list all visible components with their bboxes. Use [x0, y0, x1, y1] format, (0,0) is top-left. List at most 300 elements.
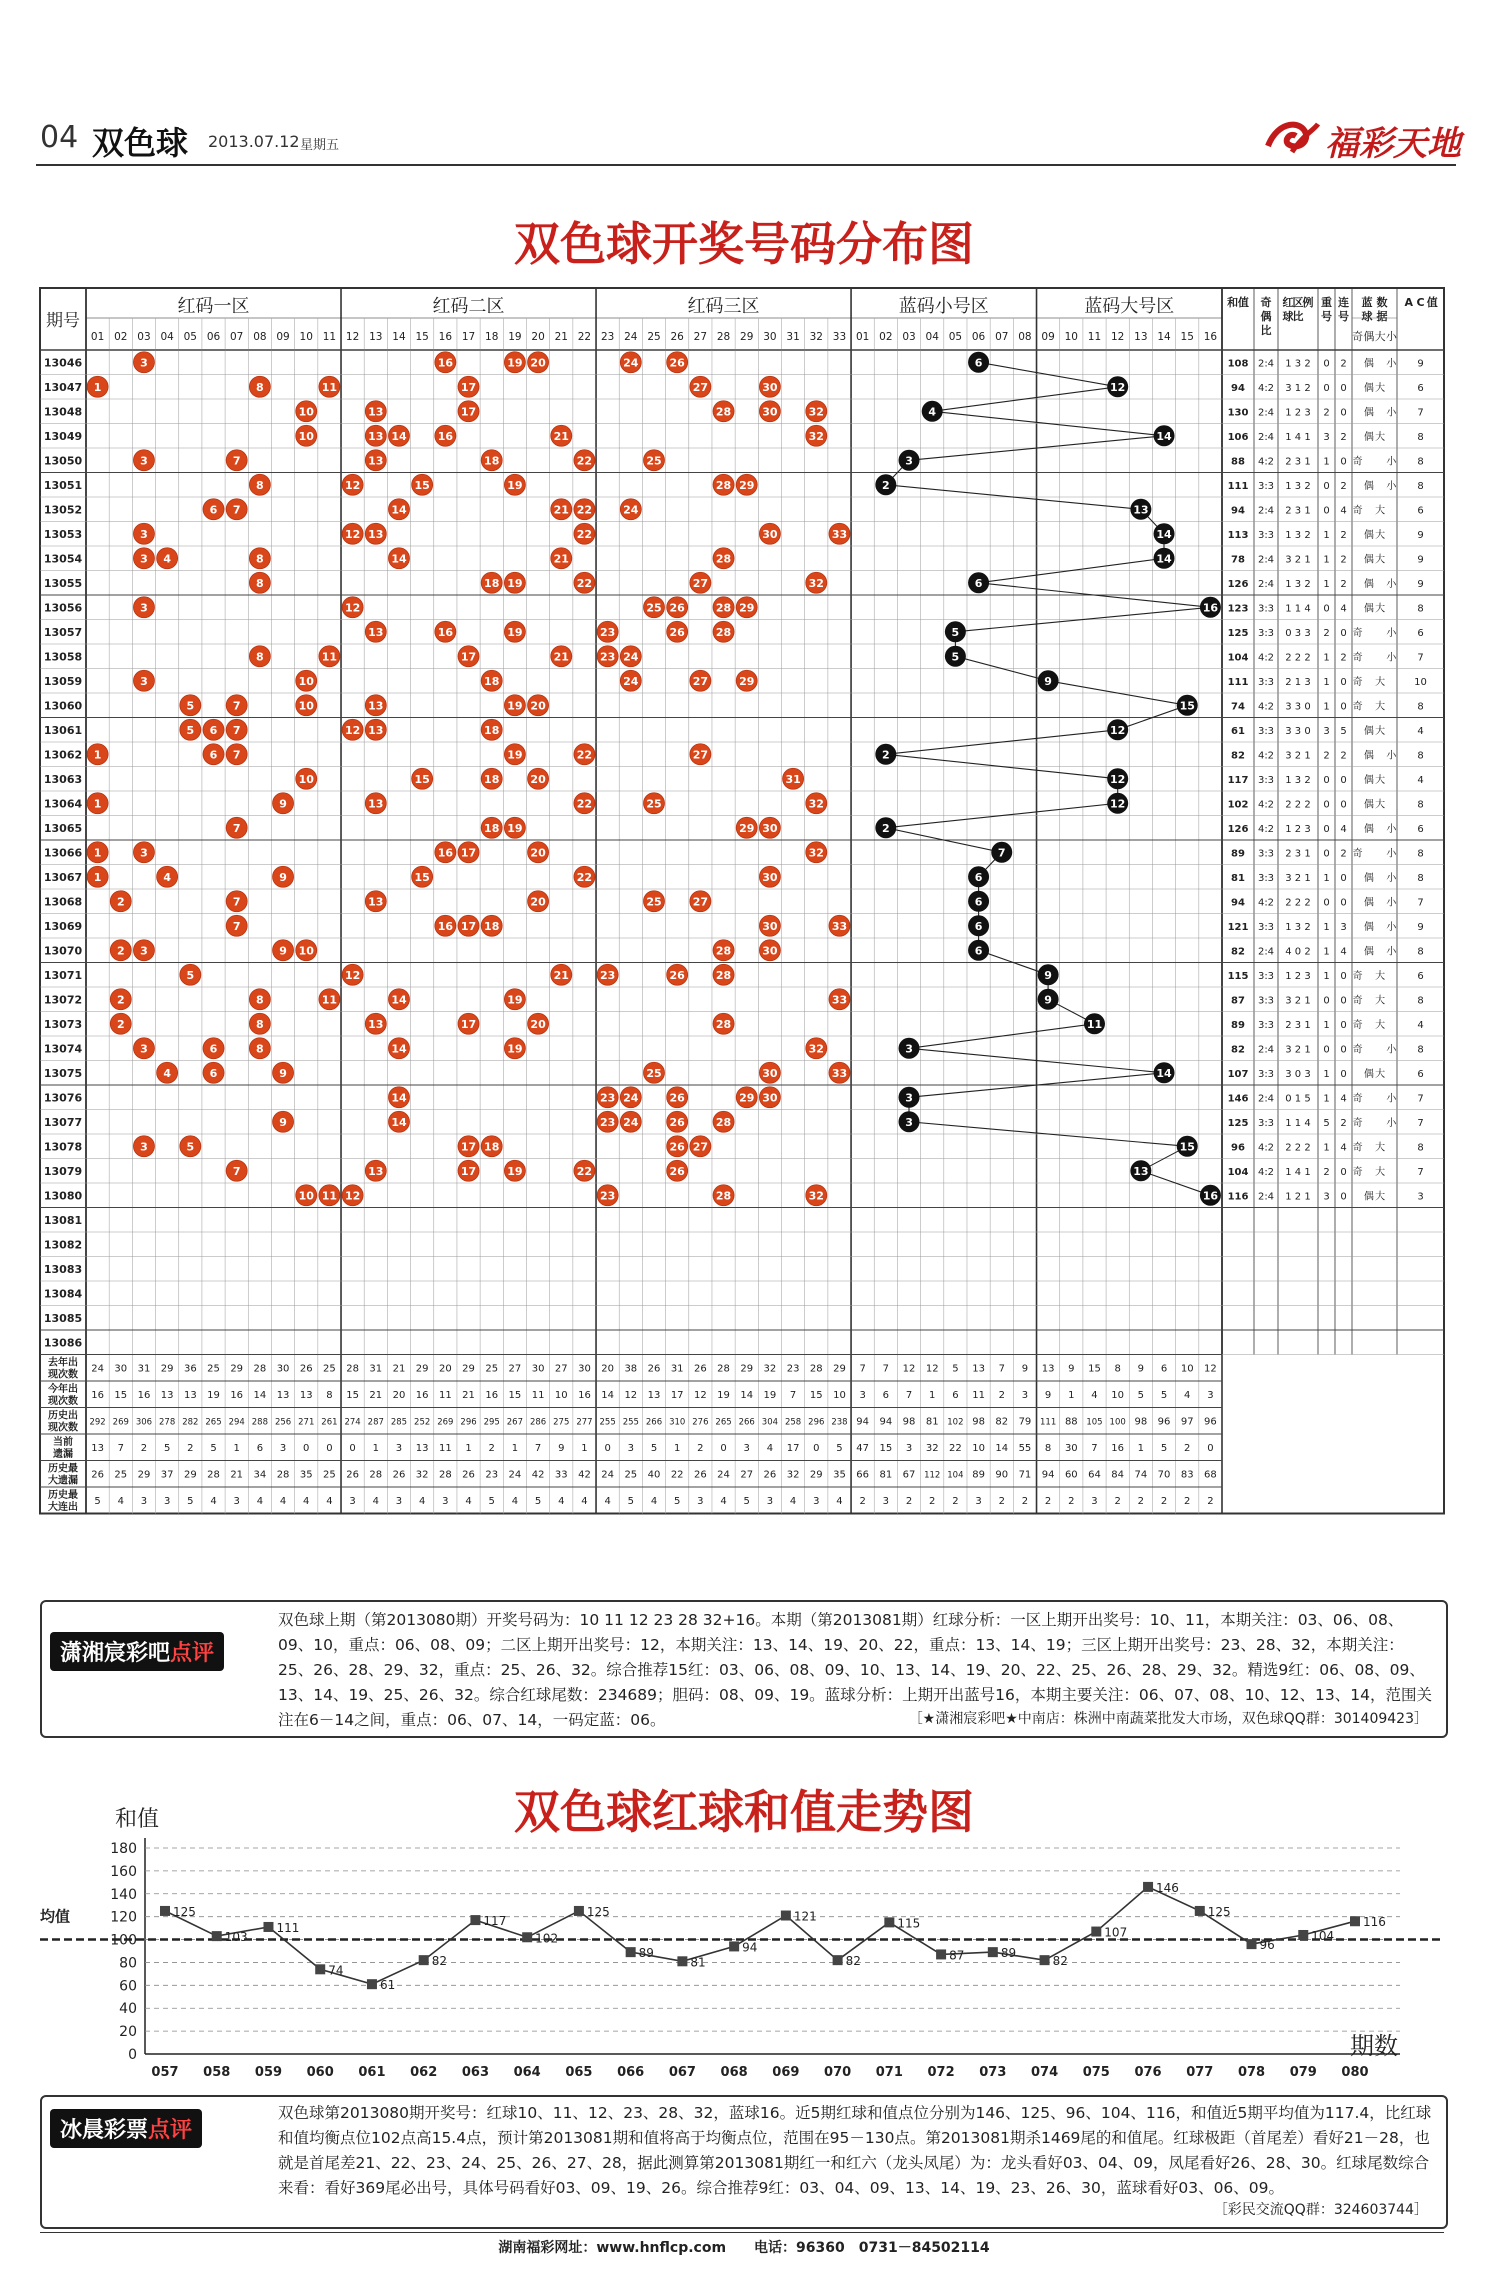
stat-value: 7	[905, 1390, 913, 1401]
stat-value: 8	[1114, 1363, 1121, 1375]
stat-value: 282	[182, 1417, 199, 1428]
stat-value: 16	[230, 1390, 244, 1401]
repeat-count: 1	[1323, 1093, 1330, 1105]
consecutive-count: 4	[1340, 603, 1347, 615]
sum-value: 94	[1231, 383, 1245, 395]
stat-value: 26	[694, 1363, 707, 1375]
zone-ratio: 1 2 3	[1285, 824, 1311, 836]
blue-size: 大	[1375, 1191, 1386, 1203]
stat-value: 5	[210, 1443, 217, 1454]
consecutive-count: 0	[1340, 1020, 1347, 1032]
red-ball-number: 14	[391, 1042, 407, 1056]
red-ball-number: 32	[808, 797, 824, 811]
period-label: 13069	[43, 920, 83, 934]
column-number: 09	[1041, 331, 1055, 343]
blue-size: 小	[1386, 1044, 1397, 1056]
red-ball-number: 22	[576, 870, 593, 884]
extra-header-char: 号	[1338, 310, 1349, 323]
red-ball-number: 3	[140, 552, 148, 566]
ac-value: 9	[1417, 358, 1424, 370]
period-label: 13067	[43, 871, 83, 885]
red-ball-number: 3	[140, 1140, 148, 1154]
red-ball-number: 30	[762, 821, 778, 835]
red-ball-number: 22	[576, 503, 593, 517]
extra-header-char: 比	[1260, 324, 1272, 337]
red-ball-number: 24	[623, 503, 639, 517]
consecutive-count: 0	[1340, 407, 1347, 419]
red-ball-number: 15	[414, 478, 430, 492]
red-ball-number: 12	[344, 601, 361, 615]
red-ball-number: 27	[692, 895, 709, 909]
red-ball-number: 9	[279, 870, 287, 884]
ac-value: 10	[1414, 677, 1427, 689]
stat-value: 29	[740, 1363, 754, 1375]
stat-value: 4	[256, 1496, 264, 1507]
repeat-count: 0	[1323, 603, 1330, 615]
blue-parity: 偶	[1363, 554, 1374, 566]
red-ball-number: 10	[298, 699, 314, 713]
red-ball-number: 25	[646, 454, 662, 468]
trend-point-label: 111	[276, 1920, 300, 1935]
stat-value: 35	[833, 1469, 846, 1481]
trend-y-label: 和值	[115, 1807, 160, 1832]
stat-value: 5	[1160, 1390, 1168, 1401]
blue-data-sub-header: 奇	[1352, 330, 1364, 343]
repeat-count: 1	[1323, 554, 1330, 566]
stat-value: 15	[809, 1390, 823, 1401]
stat-value: 9	[1137, 1363, 1145, 1375]
stat-value: 30	[578, 1363, 591, 1375]
blue-parity: 奇	[1352, 628, 1363, 640]
trend-x-label: 期数	[1350, 2032, 1398, 2060]
blue-ball-number: 5	[951, 625, 960, 639]
stat-value: 17	[670, 1390, 684, 1401]
trend-point-label: 82	[845, 1954, 861, 1969]
repeat-count: 1	[1323, 456, 1330, 468]
sum-value: 115	[1227, 971, 1249, 983]
red-ball-number: 14	[391, 1091, 407, 1105]
stat-value: 22	[949, 1443, 962, 1454]
sum-value: 88	[1231, 456, 1245, 468]
red-ball-number: 19	[507, 625, 523, 639]
red-ball-number: 3	[140, 846, 148, 860]
stat-value: 31	[670, 1363, 684, 1375]
stat-value: 17	[786, 1443, 800, 1454]
stat-value: 30	[276, 1363, 290, 1375]
stat-value: 13	[160, 1390, 174, 1401]
stat-value: 265	[715, 1417, 732, 1428]
stat-value: 16	[91, 1390, 104, 1401]
column-number: 26	[670, 331, 684, 343]
extra-header-char: 球	[1361, 310, 1373, 323]
stat-value: 26	[346, 1469, 359, 1481]
period-label: 13077	[43, 1116, 83, 1130]
blue-size: 小	[1386, 358, 1397, 370]
stat-value: 2	[140, 1443, 148, 1454]
stat-label: 大遗漏	[48, 1475, 78, 1487]
blue-size: 大	[1375, 775, 1386, 787]
stat-value: 8	[326, 1390, 333, 1401]
stat-value: 29	[415, 1363, 429, 1375]
stat-value: 5	[673, 1496, 681, 1507]
blue-data-sub-header: 大	[1374, 330, 1386, 343]
red-ball-number: 18	[484, 723, 500, 737]
stat-value: 4	[836, 1496, 843, 1507]
stat-value: 9	[1021, 1363, 1029, 1375]
red-ball-number: 18	[484, 454, 500, 468]
stat-value: 29	[809, 1469, 823, 1481]
consecutive-count: 2	[1340, 848, 1347, 860]
red-ball-number: 22	[576, 797, 593, 811]
red-ball-number: 24	[623, 356, 639, 370]
stat-value: 24	[717, 1469, 730, 1481]
stat-value: 7	[998, 1363, 1005, 1375]
stat-value: 5	[534, 1496, 542, 1507]
trend-point-label: 81	[690, 1955, 706, 1970]
zone-label: 红码三区	[687, 296, 760, 317]
stat-value: 21	[369, 1390, 383, 1401]
stat-value: 42	[531, 1469, 545, 1481]
issue-date: 2013.07.12	[208, 132, 300, 151]
red-ball-number: 23	[599, 1189, 616, 1203]
blue-size: 大	[1375, 701, 1386, 713]
stat-value: 3	[1091, 1496, 1098, 1507]
ac-value: 7	[1417, 897, 1424, 909]
stat-value: 13	[183, 1390, 197, 1401]
red-ball-number: 17	[460, 380, 477, 394]
period-label: 13054	[43, 552, 83, 566]
red-ball-number: 26	[669, 1091, 685, 1105]
comment-sign-1: ［★潇湘宸彩吧★中南店：株洲中南蔬菜批发大市场，双色球QQ群：301409423］	[908, 1711, 1428, 1727]
red-ball-number: 17	[460, 919, 477, 933]
sum-value: 78	[1231, 554, 1245, 566]
blue-ball-number: 14	[1156, 527, 1172, 541]
stat-value: 34	[253, 1469, 267, 1481]
red-ball-number: 3	[140, 454, 148, 468]
trend-y-tick: 80	[119, 1955, 137, 1972]
stat-value: 71	[1018, 1469, 1032, 1481]
red-ball-number: 28	[715, 601, 732, 615]
zone-label: 红码二区	[432, 296, 505, 317]
red-ball-number: 25	[646, 797, 662, 811]
blue-ball-number: 2	[882, 748, 890, 762]
red-ball-number: 7	[232, 821, 241, 835]
red-ball-number: 7	[232, 748, 241, 762]
column-number: 28	[716, 331, 731, 343]
odd-even-ratio: 4:2	[1257, 652, 1275, 664]
odd-even-ratio: 2:4	[1257, 407, 1275, 419]
red-ball-number: 29	[739, 821, 755, 835]
zone-ratio: 1 1 4	[1285, 603, 1311, 615]
stat-value: 4	[766, 1443, 774, 1454]
trend-point	[1247, 1939, 1257, 1949]
stat-value: 2	[1021, 1496, 1029, 1507]
stat-value: 3	[697, 1496, 704, 1507]
ac-value: 4	[1417, 1020, 1424, 1032]
red-ball-number: 23	[599, 625, 616, 639]
stat-value: 32	[925, 1443, 939, 1454]
stat-value: 81	[925, 1416, 939, 1428]
stat-value: 66	[856, 1469, 870, 1481]
blue-ball-number: 4	[928, 405, 937, 419]
period-label: 13061	[43, 724, 83, 738]
stat-value: 24	[601, 1469, 614, 1481]
period-label: 13057	[43, 626, 83, 640]
footer-divider	[40, 2232, 1444, 2233]
blue-parity: 奇	[1352, 995, 1363, 1007]
stat-value: 32	[763, 1363, 777, 1375]
stat-value: 14	[253, 1390, 267, 1401]
stat-value: 14	[740, 1390, 754, 1401]
stat-value: 4	[326, 1496, 333, 1507]
red-ball-number: 18	[484, 576, 500, 590]
blue-ball-number: 6	[974, 919, 983, 933]
odd-even-ratio: 3:3	[1257, 1020, 1275, 1032]
red-ball-number: 1	[93, 846, 102, 860]
period-label: 13085	[43, 1312, 83, 1326]
repeat-count: 1	[1323, 701, 1330, 713]
repeat-count: 1	[1323, 922, 1330, 934]
red-ball-number: 16	[437, 429, 454, 443]
stat-value: 3	[233, 1496, 240, 1507]
sum-value: 104	[1227, 652, 1249, 664]
stat-value: 33	[554, 1469, 568, 1481]
odd-even-ratio: 3:3	[1257, 848, 1275, 860]
stat-value: 10	[1180, 1363, 1194, 1375]
ac-value: 7	[1417, 1093, 1424, 1105]
trend-x-tick: 075	[1082, 2065, 1110, 2080]
stat-value: 2	[697, 1443, 704, 1454]
red-ball-number: 12	[344, 1189, 361, 1203]
blue-parity: 奇	[1352, 456, 1363, 468]
stat-value: 4	[720, 1496, 727, 1507]
stat-value: 105	[1086, 1417, 1103, 1428]
blue-parity: 偶	[1363, 726, 1374, 738]
stat-value: 261	[321, 1417, 338, 1428]
stat-value: 2	[1207, 1496, 1214, 1507]
odd-even-ratio: 3:3	[1257, 726, 1275, 738]
stat-value: 68	[1204, 1469, 1217, 1481]
ac-value: 8	[1417, 799, 1424, 811]
red-ball-number: 12	[344, 968, 361, 982]
stat-value: 2	[1068, 1496, 1075, 1507]
trend-x-tick: 068	[720, 2065, 748, 2080]
consecutive-count: 2	[1340, 432, 1347, 444]
column-number: 07	[995, 331, 1009, 343]
sum-value: 94	[1231, 505, 1245, 517]
red-ball-number: 30	[762, 380, 778, 394]
trend-x-tick: 067	[668, 2065, 696, 2080]
stat-value: 4	[650, 1496, 658, 1507]
zone-ratio: 2 3 1	[1285, 505, 1311, 517]
odd-even-ratio: 3:3	[1257, 1069, 1275, 1081]
trend-x-tick: 076	[1134, 2065, 1162, 2080]
stat-value: 2	[1114, 1496, 1121, 1507]
repeat-count: 0	[1323, 505, 1330, 517]
zone-ratio: 3 2 1	[1285, 554, 1311, 566]
trend-x-tick: 060	[306, 2065, 334, 2080]
blue-size: 大	[1375, 530, 1386, 542]
trend-point-label: 125	[1207, 1904, 1231, 1919]
zone-ratio: 3 2 1	[1285, 750, 1311, 762]
column-number: 08	[253, 331, 267, 343]
stat-value: 304	[761, 1417, 779, 1428]
red-ball-number: 30	[762, 405, 778, 419]
repeat-count: 0	[1323, 824, 1330, 836]
blue-ball-number: 7	[997, 846, 1006, 860]
stat-value: 12	[1204, 1363, 1217, 1375]
zone-label: 蓝码小号区	[898, 296, 989, 317]
odd-even-ratio: 3:3	[1257, 628, 1275, 640]
stat-value: 38	[624, 1363, 638, 1375]
red-ball-number: 26	[669, 625, 685, 639]
sum-value: 130	[1227, 407, 1249, 419]
blue-parity: 奇	[1352, 1167, 1363, 1179]
stat-value: 275	[553, 1417, 570, 1428]
consecutive-count: 0	[1340, 775, 1347, 787]
period-label: 13059	[43, 675, 83, 689]
zone-ratio: 2 2 2	[1285, 799, 1311, 811]
consecutive-count: 0	[1340, 873, 1347, 885]
stat-value: 1	[372, 1443, 379, 1454]
stat-value: 4	[418, 1496, 426, 1507]
consecutive-count: 2	[1340, 750, 1347, 762]
odd-even-ratio: 2:4	[1257, 1093, 1275, 1105]
sum-value: 111	[1227, 677, 1249, 689]
zone-ratio: 1 4 1	[1285, 432, 1311, 444]
trend-point-label: 107	[1104, 1925, 1128, 1940]
repeat-count: 1	[1323, 1069, 1330, 1081]
trend-average-label: 均值	[40, 1907, 71, 1926]
sum-value: 106	[1227, 432, 1249, 444]
column-number: 01	[855, 331, 870, 343]
blue-size: 小	[1386, 824, 1397, 836]
stat-value: 1	[511, 1443, 519, 1454]
column-number: 32	[809, 331, 823, 343]
period-label: 13082	[43, 1238, 83, 1252]
stat-value: 2	[1184, 1496, 1191, 1507]
red-ball-number: 10	[298, 405, 314, 419]
period-label: 13055	[43, 577, 83, 591]
stat-value: 3	[627, 1443, 635, 1454]
zone-ratio: 3 1 2	[1285, 383, 1311, 395]
stat-value: 29	[833, 1363, 846, 1375]
stat-value: 11	[531, 1390, 545, 1401]
red-ball-number: 13	[368, 454, 384, 468]
stat-value: 296	[808, 1417, 825, 1428]
red-ball-number: 21	[553, 429, 569, 443]
trend-x-tick: 065	[565, 2065, 593, 2080]
zone-ratio: 2 3 1	[1285, 1020, 1311, 1032]
odd-even-ratio: 3:3	[1257, 873, 1275, 885]
stat-value: 5	[952, 1363, 959, 1375]
red-ball-number: 26	[669, 1140, 685, 1154]
column-number: 29	[740, 331, 754, 343]
stat-value: 31	[137, 1363, 151, 1375]
trend-x-tick: 059	[254, 2065, 283, 2080]
zone-ratio: 3 2 1	[1285, 995, 1311, 1007]
red-ball-number: 9	[279, 797, 287, 811]
red-ball-number: 29	[739, 478, 755, 492]
stat-value: 42	[578, 1469, 591, 1481]
stat-value: 4	[117, 1496, 124, 1507]
stat-value: 3	[395, 1496, 403, 1507]
consecutive-count: 4	[1340, 1142, 1347, 1154]
red-ball-number: 4	[163, 1066, 171, 1080]
stat-value: 26	[91, 1469, 104, 1481]
stat-value: 285	[390, 1417, 408, 1428]
stat-value: 13	[91, 1443, 104, 1454]
extra-header-char: 偶	[1260, 310, 1272, 323]
red-ball-number: 25	[646, 895, 662, 909]
stat-value: 5	[94, 1496, 101, 1507]
trend-x-tick: 064	[513, 2065, 541, 2080]
repeat-count: 1	[1323, 971, 1330, 983]
red-ball-number: 28	[715, 944, 732, 958]
trend-point	[470, 1915, 480, 1925]
stat-value: 0	[1207, 1443, 1214, 1454]
stat-value: 64	[1088, 1469, 1101, 1481]
odd-even-ratio: 2:4	[1257, 358, 1275, 370]
issue-weekday: 星期五	[300, 138, 340, 153]
column-number: 27	[693, 331, 708, 343]
stat-value: 4	[789, 1496, 797, 1507]
blue-data-sub-header: 小	[1385, 330, 1397, 343]
red-ball-number: 17	[460, 1017, 477, 1031]
period-label: 13047	[43, 381, 83, 395]
stat-value: 13	[415, 1443, 429, 1454]
period-label: 13071	[43, 969, 83, 983]
red-ball-number: 10	[298, 1189, 314, 1203]
stat-value: 3	[1207, 1390, 1214, 1401]
stat-value: 28	[346, 1363, 359, 1375]
red-ball-number: 15	[414, 870, 430, 884]
stat-value: 5	[187, 1496, 194, 1507]
blue-size: 大	[1375, 432, 1386, 444]
period-label: 13081	[43, 1214, 83, 1228]
zone-ratio: 1 3 2	[1285, 579, 1311, 591]
stat-value: 23	[485, 1469, 499, 1481]
red-ball-number: 24	[623, 674, 639, 688]
repeat-count: 3	[1323, 726, 1330, 738]
column-number: 16	[438, 331, 453, 343]
stat-value: 98	[1134, 1416, 1148, 1428]
ac-value: 8	[1417, 701, 1424, 713]
red-ball-number: 3	[140, 944, 148, 958]
red-ball-number: 8	[256, 576, 264, 590]
blue-parity: 偶	[1363, 897, 1374, 909]
trend-point-label: 89	[638, 1946, 654, 1961]
stat-value: 1	[233, 1443, 240, 1454]
trend-y-tick: 20	[119, 2024, 137, 2041]
trend-point-label: 104	[1311, 1928, 1335, 1943]
red-ball-number: 7	[232, 503, 241, 517]
period-label: 13063	[43, 773, 83, 787]
blue-ball-number: 15	[1179, 699, 1195, 713]
repeat-count: 0	[1323, 775, 1330, 787]
red-ball-number: 8	[256, 478, 264, 492]
stat-value: 266	[738, 1417, 755, 1428]
stat-value: 26	[694, 1469, 707, 1481]
red-ball-number: 29	[739, 674, 755, 688]
blue-size: 大	[1375, 971, 1386, 983]
stat-label: 去年出	[48, 1357, 78, 1369]
trend-x-tick: 061	[358, 2065, 386, 2080]
red-ball-number: 16	[437, 919, 454, 933]
red-ball-number: 21	[553, 650, 569, 664]
blue-parity: 奇	[1352, 677, 1363, 689]
trend-point	[1350, 1916, 1360, 1926]
